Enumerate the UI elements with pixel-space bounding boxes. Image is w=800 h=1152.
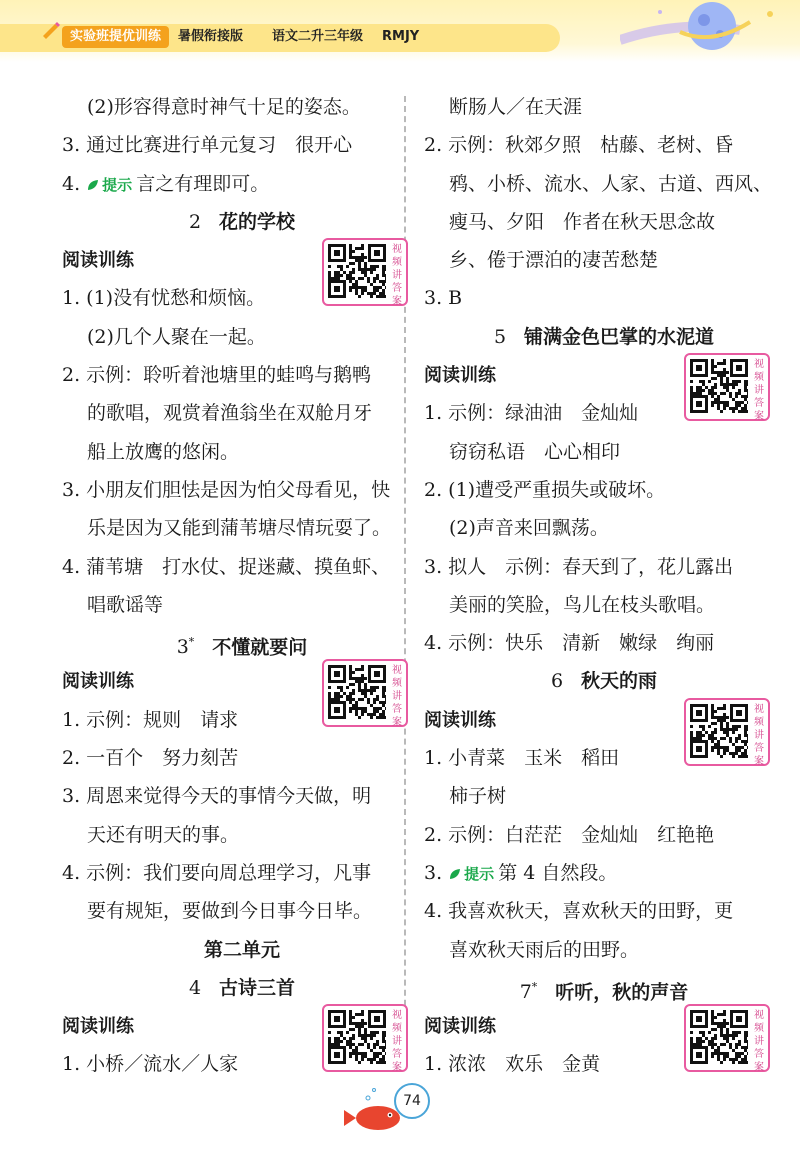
right-column bbox=[424, 88, 784, 1084]
lesson-number bbox=[494, 326, 506, 348]
answer-line: 1. 小桥／流水／人家 bbox=[62, 1053, 239, 1076]
answer-line: (2)几个人聚在一起。 bbox=[87, 325, 266, 348]
answer-line: 2. 示例：秋郊夕照 枯藤、老树、昏 bbox=[424, 134, 734, 157]
section-title: 阅读训练 bbox=[424, 709, 496, 731]
hint-label: 提示 bbox=[102, 175, 133, 194]
answer-line: 瘦马、夕阳 作者在秋天思念故 bbox=[449, 210, 716, 233]
hint-badge bbox=[86, 176, 132, 194]
answer-line: 1. (1)没有忧愁和烦恼。 bbox=[62, 287, 266, 310]
qr-code-icon bbox=[690, 1010, 748, 1064]
answer-line: 断肠人／在天涯 bbox=[449, 96, 583, 118]
section-title: 阅读训练 bbox=[62, 1016, 134, 1038]
lesson-number-text: 4 bbox=[188, 976, 202, 999]
answer-line: 3. 周恩来觉得今天的事情今天做，明 bbox=[62, 785, 372, 808]
lesson-heading bbox=[424, 662, 784, 700]
lesson-number bbox=[520, 981, 538, 1003]
lesson-number-text: 7 bbox=[519, 981, 532, 1004]
answer-line: 4. 我喜欢秋天，喜欢秋天的田野，更 bbox=[424, 900, 734, 923]
qr-label: 视频讲答案 bbox=[754, 703, 764, 767]
answer-line: 窃窃私语 心心相印 bbox=[449, 440, 621, 463]
answer-line: 唱歌谣等 bbox=[87, 593, 164, 616]
answer-line: 天还有明天的事。 bbox=[87, 823, 240, 846]
answer-line: (2)声音来回飘荡。 bbox=[449, 517, 609, 540]
lesson-number bbox=[551, 670, 563, 692]
planet-illustration-icon bbox=[620, 0, 800, 62]
answer-line: 喜欢秋天雨后的田野。 bbox=[449, 938, 640, 961]
answer-line: 船上放鹰的悠闲。 bbox=[87, 440, 240, 463]
hint-text: 言之有理即可。 bbox=[136, 172, 270, 195]
pencil-icon bbox=[40, 18, 62, 40]
hint-label: 提示 bbox=[464, 864, 495, 883]
lesson-number-text: 3 bbox=[176, 636, 189, 659]
optional-marker: * bbox=[188, 636, 195, 650]
section-title: 阅读训练 bbox=[424, 1016, 496, 1038]
answer-line: 的歌唱，观赏着渔翁坐在双舱月牙 bbox=[87, 402, 373, 425]
answer-line: 4. 示例：快乐 清新 嫩绿 绚丽 bbox=[424, 632, 715, 655]
answer-line: 3. 小朋友们胆怯是因为怕父母看见，快 bbox=[62, 478, 391, 501]
answer-number: 3. bbox=[424, 861, 449, 884]
lesson-title: 不懂就要问 bbox=[212, 636, 308, 659]
answer-line: 1. 示例：绿油油 金灿灿 bbox=[424, 402, 639, 425]
subject-label: 语文二升三年级 bbox=[272, 29, 364, 44]
answer-line: 2. 一百个 努力刻苦 bbox=[62, 747, 239, 770]
answer-line: 3. 通过比赛进行单元复习 很开心 bbox=[62, 134, 353, 157]
lesson-title: 秋天的雨 bbox=[581, 670, 658, 693]
answer-line: 4. 蒲苇塘 打水仗、捉迷藏、摸鱼虾、 bbox=[62, 555, 391, 578]
lesson-heading bbox=[424, 318, 784, 356]
lesson-title: 古诗三首 bbox=[219, 976, 296, 999]
answer-line: 乡、倦于漂泊的凄苦愁楚 bbox=[449, 249, 659, 272]
qr-code-icon bbox=[328, 1010, 386, 1064]
qr-label: 视频讲答案 bbox=[392, 244, 402, 308]
section-title: 阅读训练 bbox=[62, 250, 134, 272]
lesson-number-text: 6 bbox=[550, 670, 564, 693]
lesson-heading bbox=[62, 624, 422, 662]
lesson-number bbox=[189, 211, 201, 233]
hint-text: 第 4 自然段。 bbox=[498, 861, 618, 884]
video-answer-qr[interactable] bbox=[684, 1004, 770, 1072]
unit-heading: 第二单元 bbox=[203, 938, 280, 961]
answer-line: 1. 浓浓 欢乐 金黄 bbox=[424, 1053, 601, 1076]
answer-line: 1. 小青菜 玉米 稻田 bbox=[424, 747, 620, 770]
page-number: 74 bbox=[394, 1083, 430, 1119]
edition-code: RMJY bbox=[382, 29, 420, 44]
answer-line: 美丽的笑脸，鸟儿在枝头歌唱。 bbox=[449, 593, 716, 616]
answer-line: 要有规矩，要做到今日事今日毕。 bbox=[87, 900, 373, 923]
video-answer-qr[interactable] bbox=[684, 353, 770, 421]
video-answer-qr[interactable] bbox=[322, 659, 408, 727]
qr-code-icon bbox=[690, 704, 748, 758]
answer-line: 3. B bbox=[424, 287, 463, 310]
lesson-number-text: 2 bbox=[188, 210, 202, 233]
answer-line: 2. 示例：聆听着池塘里的蛙鸣与鹅鸭 bbox=[62, 364, 372, 387]
section-title: 阅读训练 bbox=[424, 365, 496, 387]
lesson-number bbox=[189, 977, 201, 999]
lesson-heading bbox=[62, 203, 422, 241]
optional-marker: * bbox=[531, 980, 538, 994]
lesson-heading bbox=[62, 969, 422, 1007]
lesson-title: 铺满金色巴掌的水泥道 bbox=[524, 325, 715, 348]
qr-label: 视频讲答案 bbox=[754, 1010, 764, 1074]
answer-line: 乐是因为又能到蒲苇塘尽情玩耍了。 bbox=[87, 517, 392, 540]
answer-line: 鸦、小桥、流水、人家、古道、西风、 bbox=[449, 172, 773, 195]
qr-code-icon bbox=[690, 359, 748, 413]
answer-line-hint bbox=[424, 854, 784, 892]
page-header bbox=[0, 0, 800, 62]
qr-label: 视频讲答案 bbox=[754, 359, 764, 423]
answer-line: 4. 示例：我们要向周总理学习，凡事 bbox=[62, 861, 372, 884]
answer-line: (2)形容得意时神气十足的姿态。 bbox=[87, 96, 361, 118]
hint-badge bbox=[448, 865, 494, 883]
qr-code-icon bbox=[328, 665, 386, 719]
answer-line: 3. 拟人 示例：春天到了，花儿露出 bbox=[424, 555, 734, 578]
section-title: 阅读训练 bbox=[62, 671, 134, 693]
answer-line: 1. 示例：规则 请求 bbox=[62, 708, 239, 731]
answer-line: 2. (1)遭受严重损失或破坏。 bbox=[424, 478, 666, 501]
answer-line-hint bbox=[62, 165, 422, 203]
qr-label: 视频讲答案 bbox=[392, 1010, 402, 1074]
answer-line: 2. 示例：白茫茫 金灿灿 红艳艳 bbox=[424, 823, 715, 846]
qr-code-icon bbox=[328, 244, 386, 298]
lesson-number-text: 5 bbox=[493, 325, 507, 348]
qr-label: 视频讲答案 bbox=[392, 665, 402, 729]
lesson-title: 花的学校 bbox=[219, 210, 296, 233]
lesson-heading bbox=[424, 969, 784, 1007]
edition-label: 暑假衔接版 bbox=[178, 29, 244, 44]
video-answer-qr[interactable] bbox=[322, 1004, 408, 1072]
lesson-number bbox=[177, 636, 195, 658]
left-column bbox=[62, 88, 422, 1084]
leaf-hint-icon bbox=[448, 867, 462, 881]
video-answer-qr[interactable] bbox=[684, 698, 770, 766]
answer-line: 柿子树 bbox=[449, 785, 507, 808]
leaf-hint-icon bbox=[86, 178, 100, 192]
video-answer-qr[interactable] bbox=[322, 238, 408, 306]
series-title: 实验班提优训练 bbox=[62, 26, 169, 48]
answer-number: 4. bbox=[62, 172, 87, 195]
lesson-title: 听听，秋的声音 bbox=[555, 981, 689, 1004]
